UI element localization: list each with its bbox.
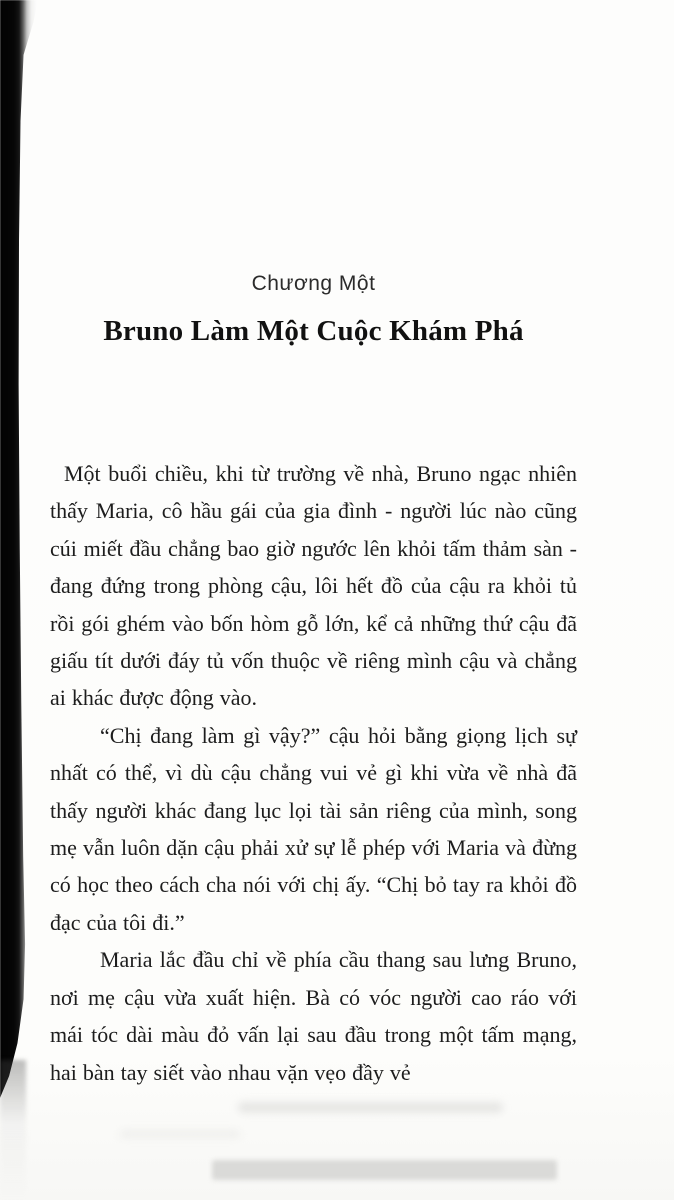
page-showthrough-smudge bbox=[238, 1102, 503, 1113]
chapter-label: Chương Một bbox=[251, 272, 376, 295]
paragraph: Một buổi chiều, khi từ trường về nhà, Bruno ngạc nhiên thấy Maria, cô hầu gái của gia đình - người lúc nào cũng cúi miết đầu chẳng bao giờ ngước lên khỏi tấm thảm sàn - đang đứng trong phòng cậu, lôi hết đồ của cậu ra khỏi tủ rồi gói ghém vào bốn hòm gỗ lớn, kể cả những thứ cậu đã giấu tít dưới đáy tủ vốn thuộc về riêng mình cậu và chẳng ai khác được động vào. bbox=[50, 461, 577, 711]
paragraph: Maria lắc đầu chỉ về phía cầu thang sau lưng Bruno, nơi mẹ cậu vừa xuất hiện. Bà có vóc người cao ráo với mái tóc dài màu đỏ vấn lại sau đầu trong một tấm mạng, hai bàn tay siết vào nhau vặn vẹo đầy vẻ bbox=[50, 947, 577, 1085]
binding-shadow-fade bbox=[0, 1060, 26, 1200]
page-showthrough-smudge bbox=[120, 1130, 240, 1138]
paragraph: “Chị đang làm gì vậy?” cậu hỏi bằng giọng lịch sự nhất có thể, vì dù cậu chẳng vui vẻ gì khi vừa về nhà đã thấy người khác đang lục lọi tài sản riêng của mình, song mẹ vẫn luôn dặn cậu phải xử sự lễ phép với Maria và đừng có học theo cách cha nói với chị ấy. “Chị bỏ tay ra khỏi đồ đạc của tôi đi.” bbox=[50, 722, 577, 935]
body-text bbox=[50, 455, 577, 1091]
binding-shadow bbox=[0, 0, 38, 1098]
page-showthrough-bar bbox=[212, 1160, 557, 1180]
chapter-title: Bruno Làm Một Cuộc Khám Phá bbox=[103, 315, 524, 347]
